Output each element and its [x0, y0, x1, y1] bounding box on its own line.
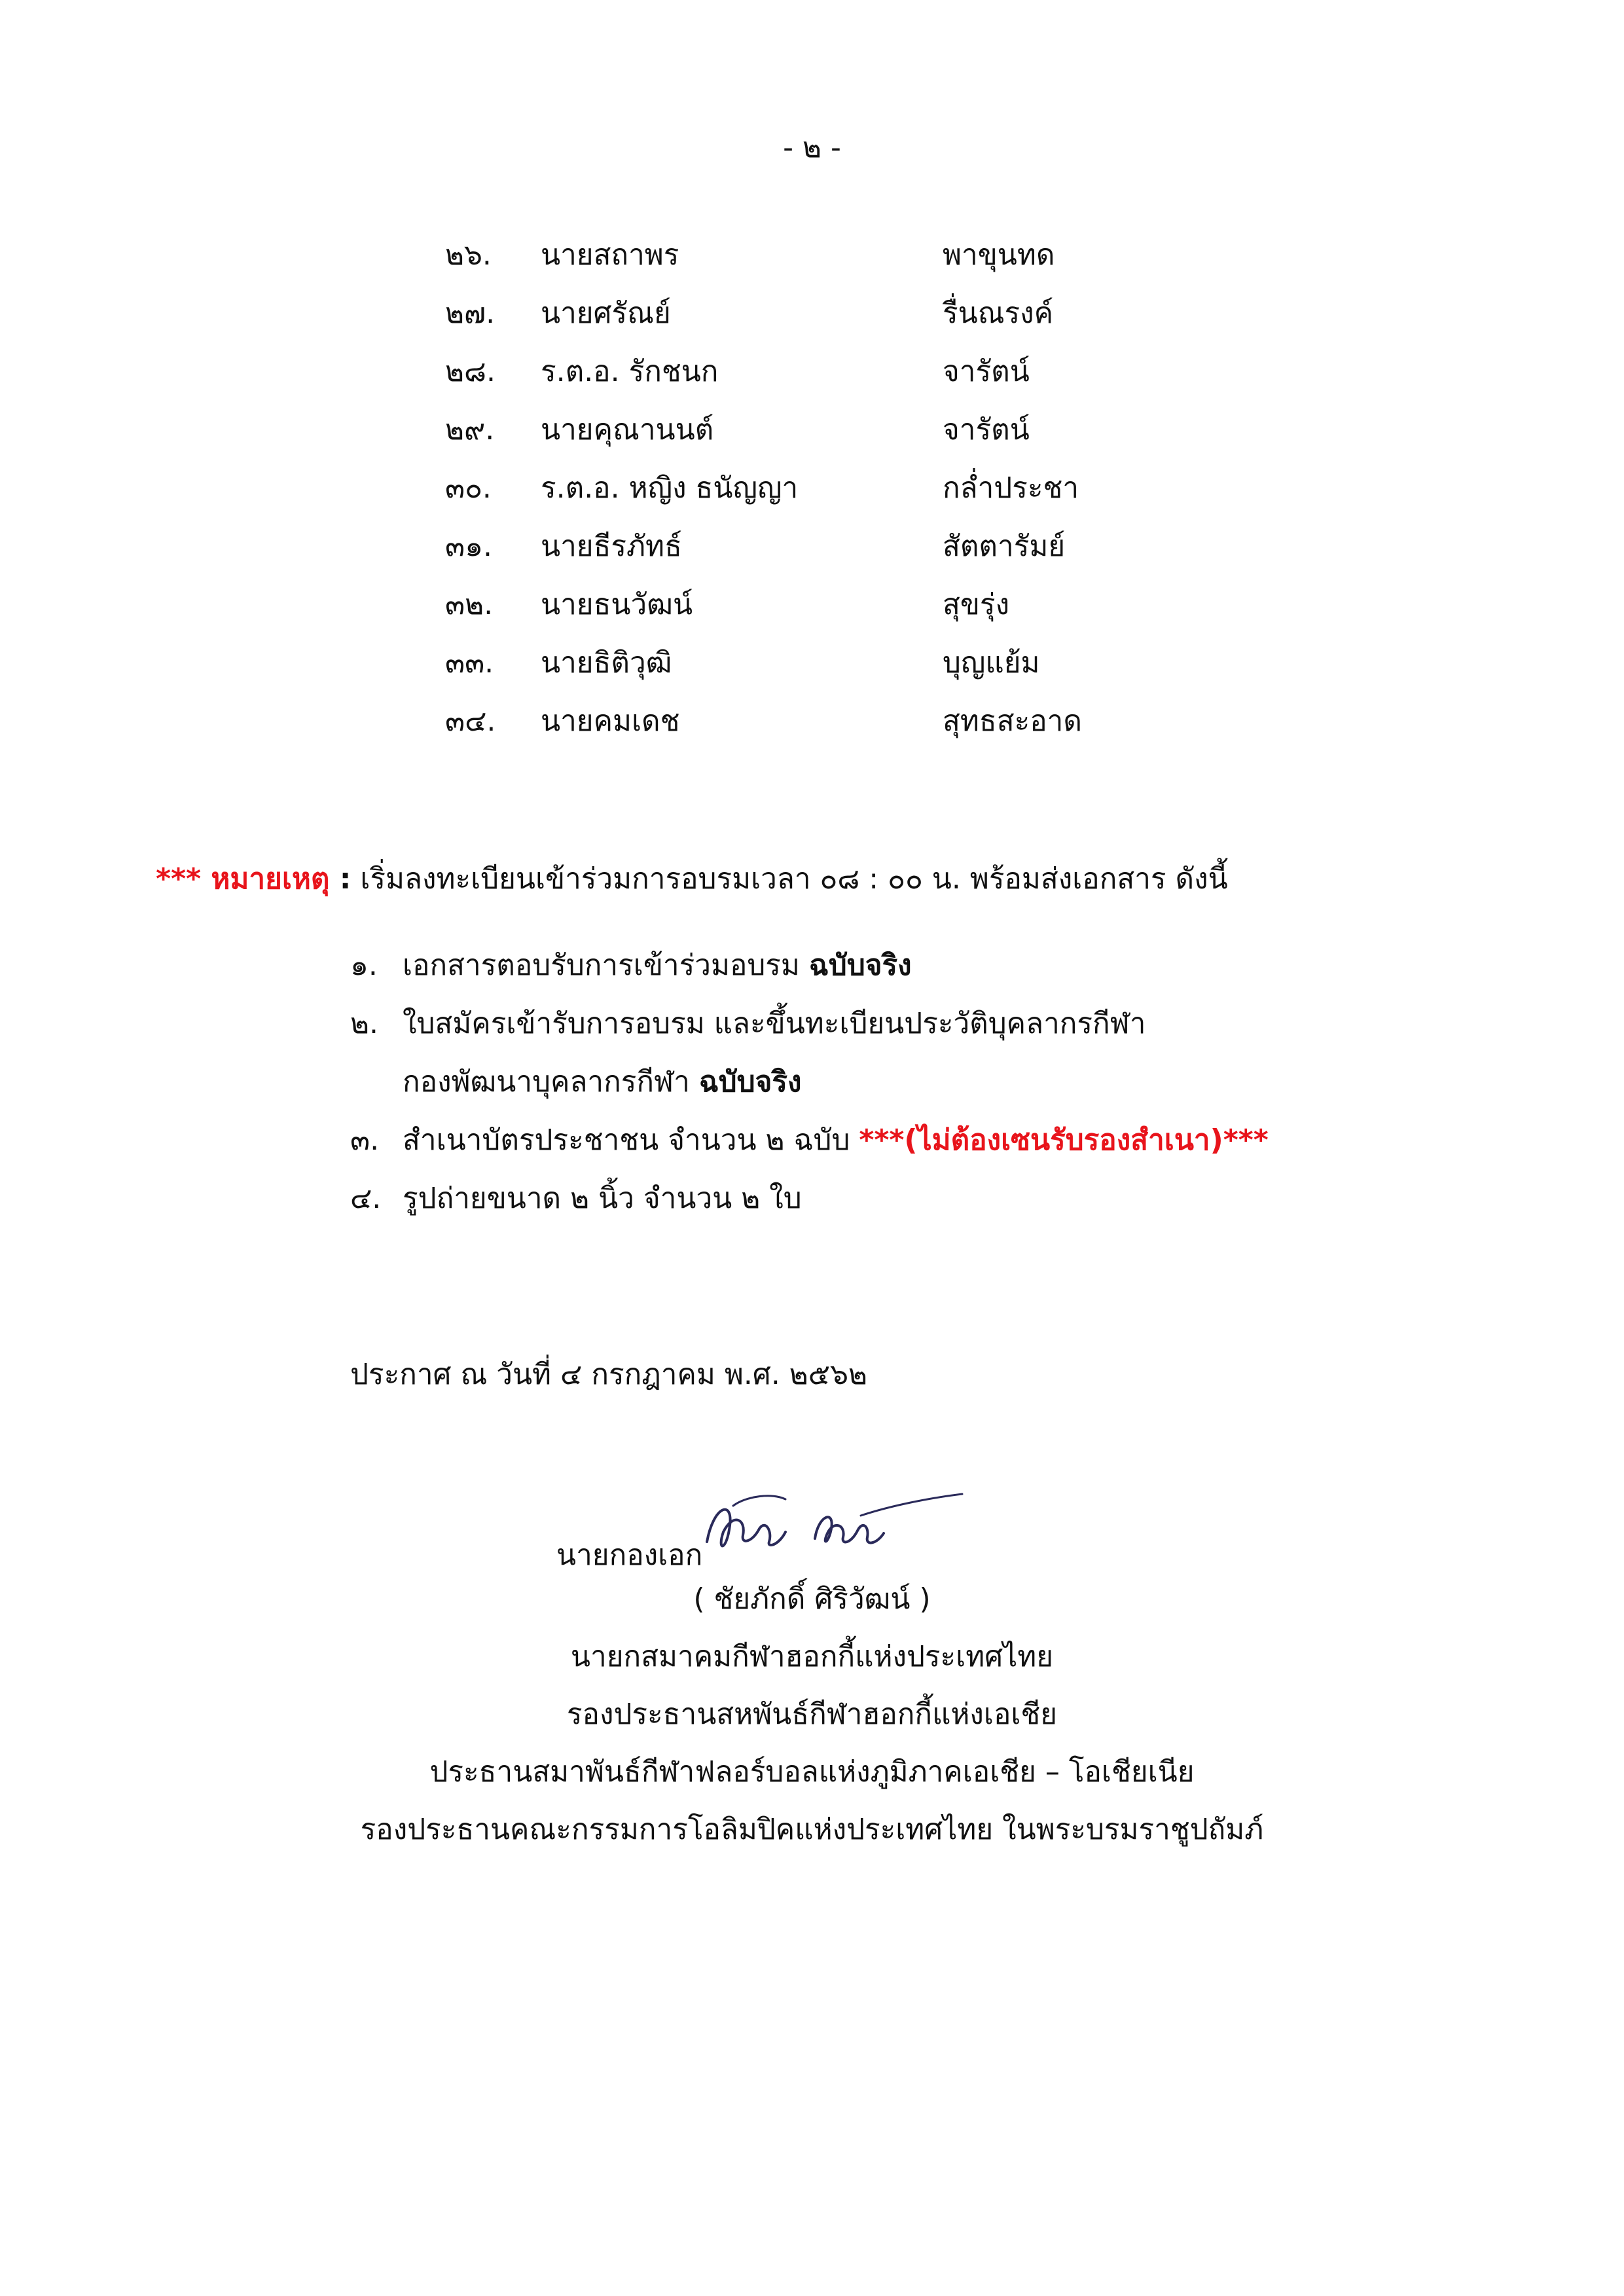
list-item — [350, 994, 1398, 1111]
list-item — [445, 407, 1296, 465]
surname: สัตตารัมย์ — [943, 530, 1066, 563]
item-number: ๓. — [350, 1123, 380, 1157]
list-item — [445, 349, 1296, 407]
document-emphasis: ฉบับจริง — [808, 949, 912, 982]
list-item — [445, 232, 1296, 291]
list-item — [445, 699, 1296, 757]
list-item — [445, 524, 1296, 582]
surname: จารัตน์ — [943, 413, 1030, 446]
document-text: สำเนาบัตรประชาชน จำนวน ๒ ฉบับ — [403, 1123, 859, 1157]
surname: จารัตน์ — [943, 355, 1030, 388]
item-number: ๒๘. — [445, 355, 496, 388]
document-continuation-text: กองพัฒนาบุคลากรกีฬา — [403, 1065, 699, 1099]
surname: รื่นณรงค์ — [943, 297, 1054, 330]
given-name: ร.ต.อ. หญิง ธนัญญา — [541, 471, 799, 505]
item-number: ๒๙. — [445, 413, 495, 446]
document-text: เอกสารตอบรับการเข้าร่วมอบรม — [403, 949, 809, 982]
remark-note — [156, 856, 1228, 902]
surname: กล่ำประชา — [943, 471, 1079, 505]
given-name: นายธีรภัทธ์ — [541, 530, 682, 563]
surname: สุขรุ่ง — [943, 588, 1010, 621]
list-item — [445, 465, 1296, 524]
list-item — [445, 291, 1296, 349]
required-documents-list — [350, 936, 1398, 1228]
item-number: ๒. — [350, 1007, 378, 1040]
surname: พาขุนทด — [943, 238, 1055, 272]
surname: สุทธสะอาด — [943, 704, 1082, 738]
list-item — [350, 1169, 1398, 1228]
given-name: ร.ต.อ. รักชนก — [541, 355, 719, 388]
item-number: ๒๗. — [445, 297, 496, 330]
list-item — [445, 640, 1296, 699]
signatory-title: นายกสมาคมกีฬาฮอกกี้แห่งประเทศไทย — [570, 1640, 1054, 1673]
signatory-name: ( ชัยภักดิ์ ศิริวัฒน์ ) — [693, 1582, 931, 1616]
participant-list — [445, 232, 1296, 757]
document-text: ใบสมัครเข้ารับการอบรม และขึ้นทะเบียนประวัติบุคลากรกีฬา — [403, 1007, 1146, 1040]
item-number: ๒๖. — [445, 238, 492, 272]
announcement-date: ประกาศ ณ วันที่ ๔ กรกฎาคม พ.ศ. ๒๕๖๒ — [350, 1358, 868, 1391]
item-number: ๓๐. — [445, 471, 492, 505]
surname: บุญแย้ม — [943, 646, 1040, 680]
list-item — [445, 582, 1296, 640]
signatory-rank: นายกองเอก — [556, 1539, 703, 1572]
signatory-title: ประธานสมาพันธ์กีฬาฟลอร์บอลแห่งภูมิภาคเอเชีย – โอเชียเนีย — [429, 1755, 1195, 1789]
given-name: นายธิติวุฒิ — [541, 646, 672, 680]
item-number: ๓๑. — [445, 530, 492, 563]
list-item — [350, 1111, 1398, 1169]
item-number: ๓๒. — [445, 588, 494, 621]
remark-label: *** หมายเหตุ — [156, 862, 330, 896]
signatory-title: รองประธานคณะกรรมการโอลิมปิคแห่งประเทศไทย ในพระบรมราชูปถัมภ์ — [360, 1813, 1264, 1846]
remark-colon: : — [329, 862, 352, 896]
document-emphasis: ฉบับจริง — [698, 1065, 802, 1099]
given-name: นายคุณานนต์ — [541, 413, 714, 446]
document-warning: ***(ไม่ต้องเซนรับรองสำเนา)*** — [859, 1123, 1269, 1157]
list-item — [350, 936, 1398, 994]
item-number: ๓๔. — [445, 704, 496, 738]
signatory-title: รองประธานสหพันธ์กีฬาฮอกกี้แห่งเอเชีย — [566, 1698, 1058, 1731]
given-name: นายสถาพร — [541, 238, 679, 272]
item-number: ๔. — [350, 1182, 382, 1215]
page-number: - ๒ - — [783, 131, 841, 164]
item-number: ๑. — [350, 949, 378, 982]
document-continuation — [403, 1053, 1398, 1111]
remark-text: เริ่มลงทะเบียนเข้าร่วมการอบรมเวลา ๐๘ : ๐๐ น. พร้อมส่งเอกสาร ดังนี้ — [351, 862, 1228, 896]
document-text: รูปถ่ายขนาด ๒ นิ้ว จำนวน ๒ ใบ — [403, 1182, 802, 1215]
given-name: นายธนวัฒน์ — [541, 588, 693, 621]
item-number: ๓๓. — [445, 646, 494, 680]
handwritten-signature — [694, 1480, 969, 1571]
given-name: นายคมเดช — [541, 704, 680, 738]
given-name: นายศรัณย์ — [541, 297, 671, 330]
